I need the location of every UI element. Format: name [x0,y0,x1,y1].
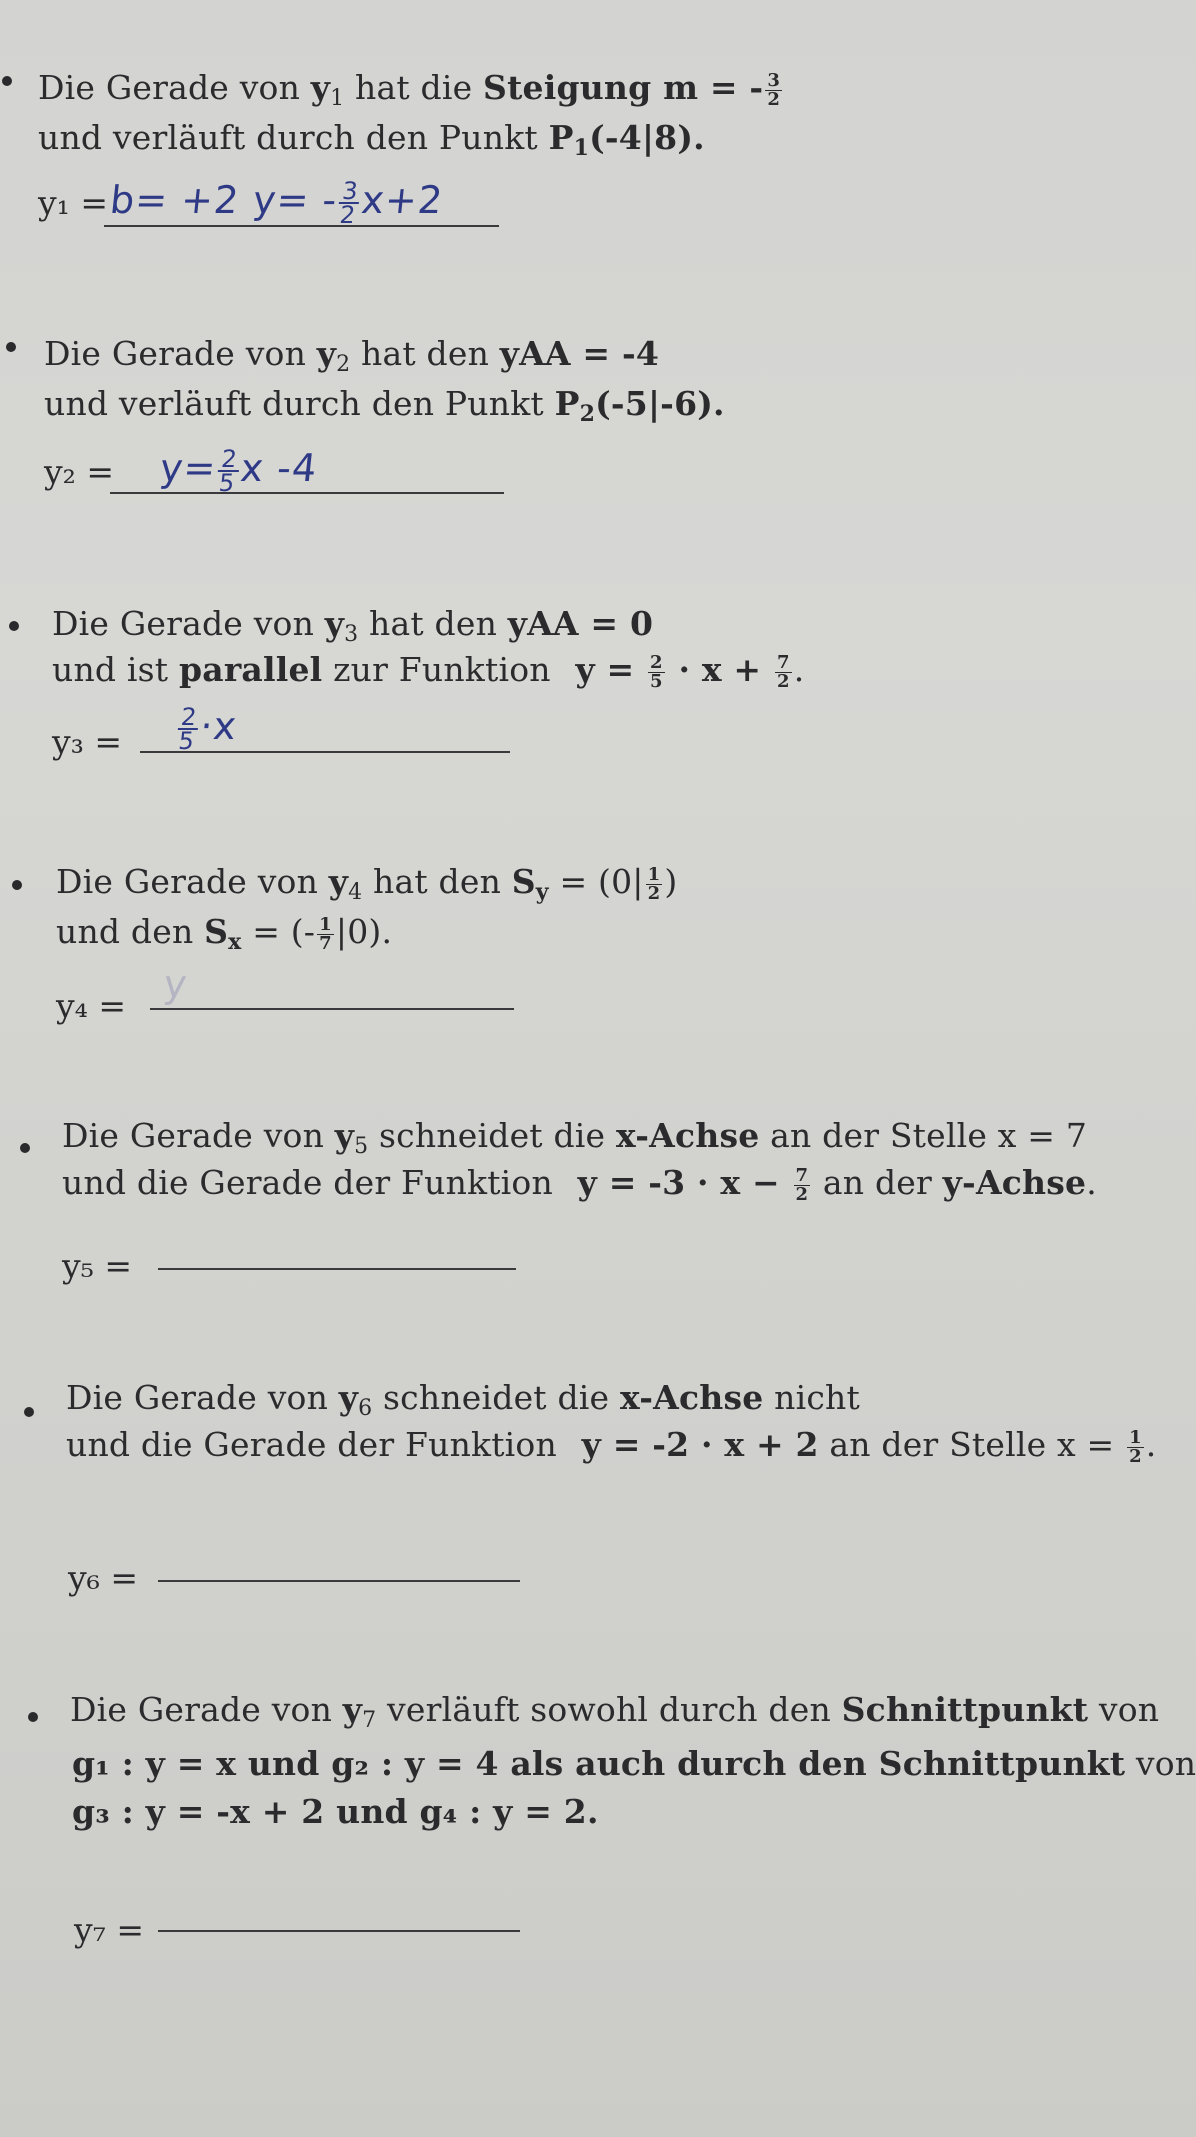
answer-label: y₃ = [52,722,123,761]
keyword: x-Achse [615,1116,760,1155]
text: . [1145,1425,1157,1464]
answer-label: y₇ = [74,1910,145,1949]
text: Die Gerade von [56,862,329,901]
text: hat den [350,334,500,373]
text: Die Gerade von [44,334,317,373]
fraction: $\frac{7}{2}$ [776,651,790,692]
answer-label: y₁ = [38,183,109,222]
handwritten-answer: b= +2 y= - $\frac{3}{2}$ x+2 [107,176,446,229]
task-y2-line2 [44,384,725,434]
var: y [342,1690,363,1729]
text: . [1086,1163,1097,1202]
subscript: x [228,929,242,955]
text: . [793,650,805,689]
text: nicht [763,1378,860,1417]
text: von [1088,1690,1160,1729]
equation: = -4 [570,334,660,373]
answer-line [158,1930,520,1932]
answer-line [158,1268,516,1270]
text: schneidet die [372,1378,620,1417]
equation: = 0 [578,604,654,643]
var: y [324,604,345,643]
keyword: x-Achse [619,1378,764,1417]
var: y [338,1378,359,1417]
text: an der Stelle x = [818,1425,1126,1464]
subscript: 1 [330,86,345,111]
bullet-icon [6,342,16,352]
handwritten-answer: y= $\frac{2}{5}$ x -4 [157,444,320,497]
answer-label: y₆ = [68,1558,139,1597]
keyword: Schnittpunkt [878,1744,1126,1783]
text: hat den [358,604,508,643]
task-y4-line2 [56,912,392,962]
equation: = (- [241,912,316,951]
answer-label: y₄ = [56,986,127,1025]
text: hat die [344,68,484,107]
task-y3-line1 [52,604,653,655]
text: zur Funktion [322,650,562,689]
text: |0). [335,912,393,951]
equation: · x + [666,650,773,689]
task-y6-line1 [66,1378,860,1429]
text: von [1125,1744,1196,1783]
text: und verläuft durch den Punkt [44,384,555,423]
fraction: $\frac{7}{2}$ [795,1164,809,1205]
task-y4-line1 [56,862,677,913]
subscript: 2 [579,401,596,427]
text: verläuft sowohl durch den [376,1690,842,1729]
task-y7-line1 [70,1690,1159,1741]
text: Die Gerade von [38,68,311,107]
text: hat den [362,862,512,901]
text: und die Gerade der Funktion [62,1163,564,1202]
point-label: P [554,384,580,423]
answer-line [158,1580,520,1582]
subscript: 1 [573,135,590,161]
keyword: Schnittpunkt [841,1690,1089,1729]
subscript: y [535,879,549,905]
fraction: $\frac{2}{5}$ [650,651,663,692]
subscript: 7 [362,1708,377,1733]
keyword: yAA [499,334,571,373]
var: y [310,68,331,107]
subscript: 3 [344,622,359,647]
handwritten-answer: $\frac{2}{5}$ ·x [177,702,240,755]
subscript: 6 [358,1396,373,1421]
keyword: Steigung [483,68,652,107]
fraction: $\frac{1}{2}$ [647,863,661,904]
subscript: 2 [336,352,351,377]
text: schneidet die [368,1116,616,1155]
keyword: parallel [178,650,323,689]
point-coords: (-4|8). [589,118,705,157]
text: und ist [52,650,179,689]
answer-label: y₅ = [62,1246,133,1285]
equation: y = [575,650,647,689]
text: Die Gerade von [62,1116,335,1155]
equation: g₃ : y = -x + 2 und g₄ : y = 2. [72,1792,599,1831]
task-y1-line1 [38,68,784,119]
var: y [316,334,337,373]
equation: = (0| [548,862,644,901]
task-y6-line2 [66,1425,1157,1466]
text: Die Gerade von [52,604,325,643]
var: y [334,1116,355,1155]
point-label: P [548,118,574,157]
keyword: yAA [507,604,579,643]
task-y7-line3 [72,1792,599,1832]
text: an der [812,1163,943,1202]
answer-label: y₂ = [44,452,115,491]
keyword: S [511,862,536,901]
bullet-icon [20,1143,30,1153]
task-y7-line2 [72,1744,1196,1784]
task-y5-line1 [62,1116,1087,1167]
var: y [328,862,349,901]
bullet-icon [12,880,22,890]
bullet-icon [24,1407,34,1417]
task-y3-line2 [52,650,804,691]
text: und die Gerade der Funktion [66,1425,568,1464]
equation: g₁ : y = x und g₂ : y = 4 als auch durch den [72,1744,879,1783]
answer-line [150,1008,514,1010]
bullet-icon [9,621,19,631]
text: und den [56,912,205,951]
bullet-icon [2,76,12,86]
fraction: $\frac{1}{7}$ [319,913,332,954]
task-y1-line2 [38,118,705,168]
task-y5-line2 [62,1163,1097,1204]
text: an der Stelle x = 7 [759,1116,1088,1155]
subscript: 5 [354,1134,369,1159]
keyword: y-Achse [942,1163,1087,1202]
text: Die Gerade von [66,1378,339,1417]
handwritten-answer: y [161,962,190,1006]
point-coords: (-5|-6). [595,384,725,423]
keyword: S [204,912,229,951]
fraction: $\frac{3}{2}$ [767,69,781,110]
equation: y = -2 · x + 2 [581,1425,819,1464]
equation: y = -3 · x − [577,1163,792,1202]
text: ) [664,862,678,901]
fraction: $\frac{1}{2}$ [1129,1426,1142,1467]
task-y2-line1 [44,334,659,385]
subscript: 4 [348,880,363,905]
bullet-icon [28,1712,38,1722]
text: und verläuft durch den Punkt [38,118,549,157]
text: Die Gerade von [70,1690,343,1729]
equation: m = - [651,68,764,107]
